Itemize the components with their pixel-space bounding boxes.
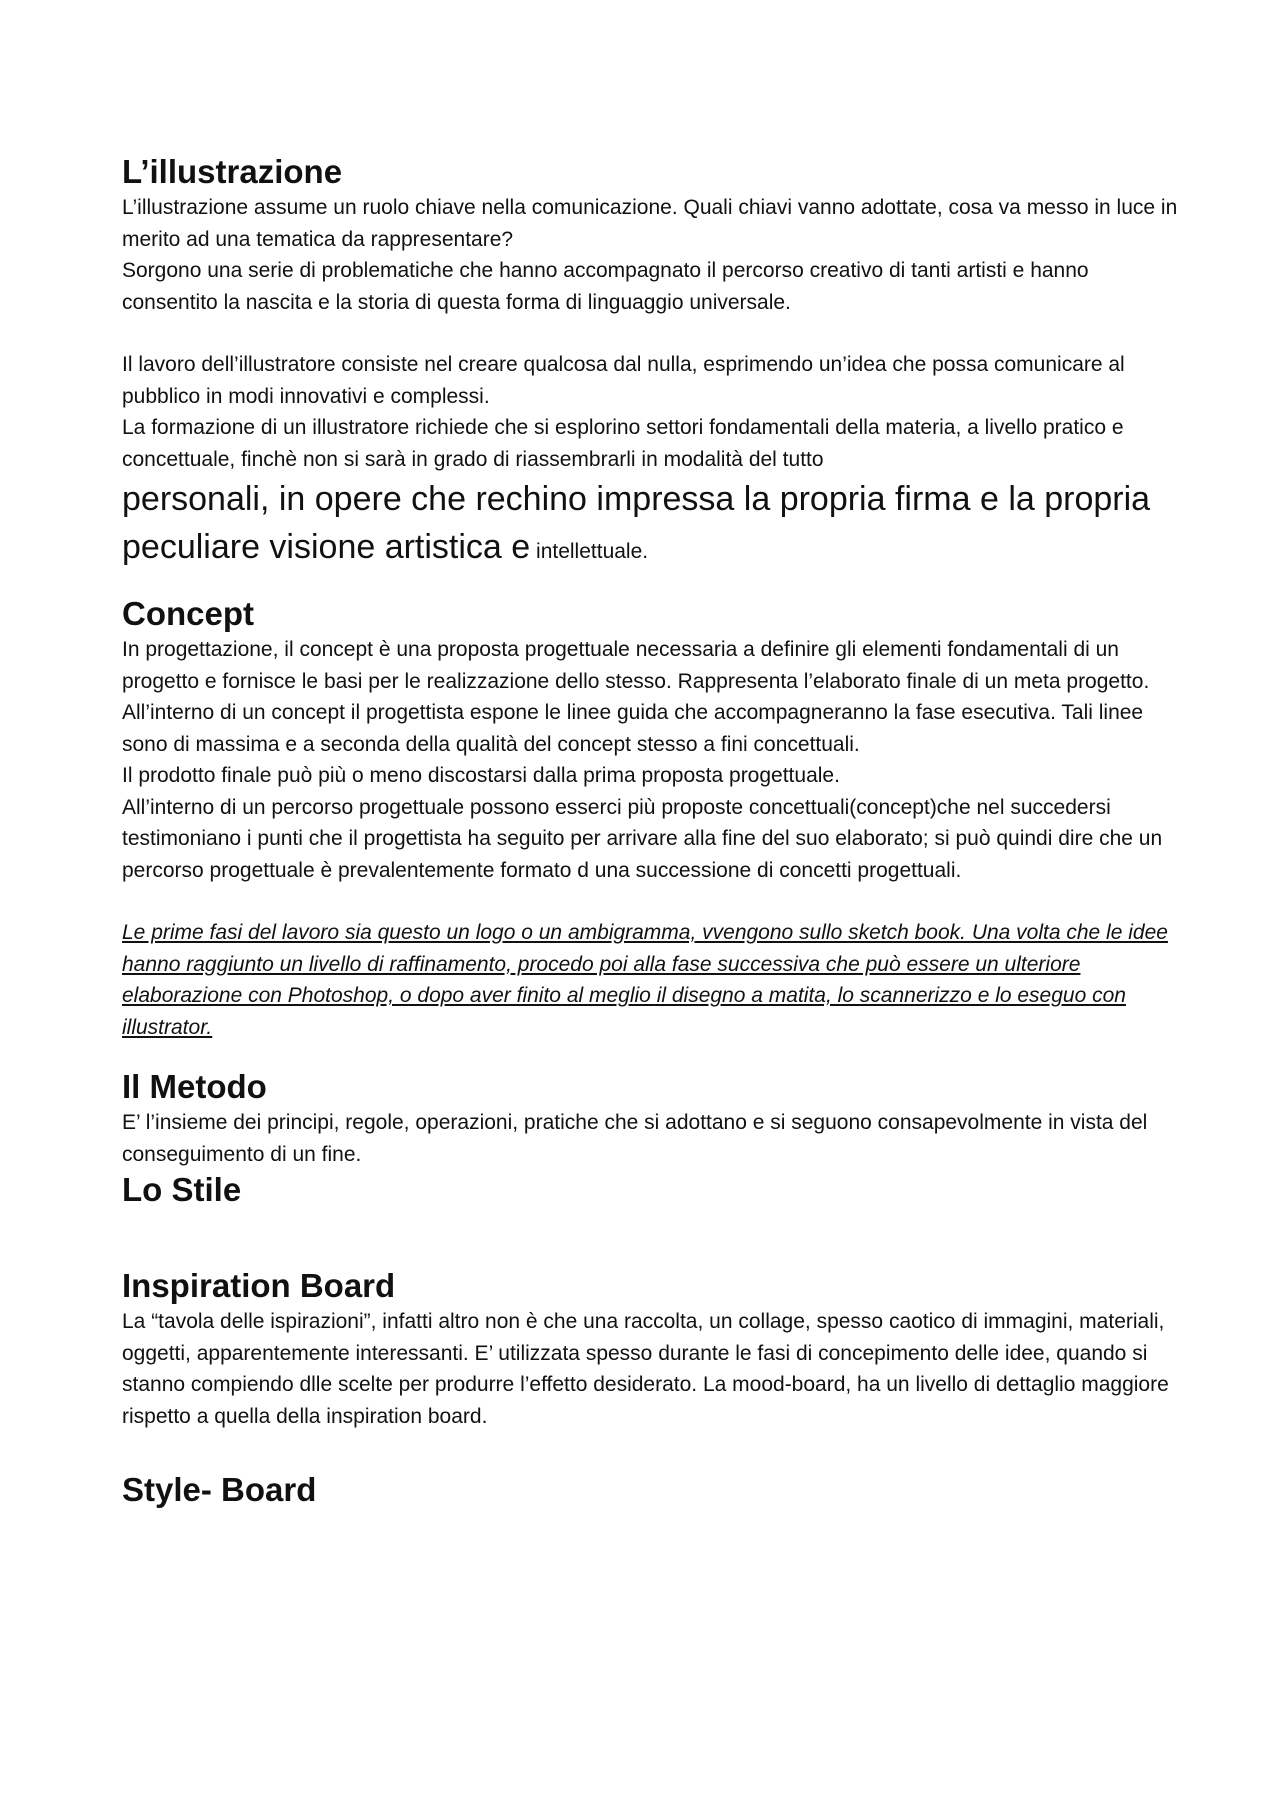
- paragraph: Sorgono una serie di problematiche che hanno accompagnato il percorso creativo di tanti artisti e hanno consentito la nascita e la storia di questa forma di linguaggio universale.: [122, 259, 1089, 314]
- paragraph: E’ l’insieme dei principi, regole, operazioni, pratiche che si adottano e si seguono consapevolmente in vista del conseguimento di un fine.: [122, 1111, 1148, 1166]
- heading-metodo: Il Metodo: [122, 1068, 267, 1105]
- paragraph: La “tavola delle ispirazioni”, infatti altro non è che una raccolta, un collage, spesso caotico di immagini, materiali, oggetti, apparentemente interessanti. E’ utilizzata spesso durante le fasi di concepimento delle idee, quando si stanno compiendo dlle scelte per produrre l’effetto desiderato. La mood-board, ha un livello di dettaglio maggiore rispetto a quella della inspiration board.: [122, 1310, 1169, 1428]
- heading-inspiration-board: Inspiration Board: [122, 1267, 396, 1304]
- paragraph: All’interno di un concept il progettista espone le linee guida che accompagneranno la fase esecutiva. Tali linee sono di massima e a seconda della qualità del concept stesso a fini concettuali.: [122, 701, 1144, 756]
- heading-style-board: Style- Board: [122, 1471, 317, 1508]
- paragraph: In progettazione, il concept è una proposta progettuale necessaria a definire gli elementi fondamentali di un progetto e fornisce le basi per le realizzazione dello stesso. Rappresenta l’elaborato finale di un meta progetto.: [122, 638, 1150, 693]
- spacer: [122, 886, 1182, 917]
- spacer: [122, 318, 1182, 349]
- document-page: [122, 152, 1182, 1510]
- paragraph: L’illustrazione assume un ruolo chiave nella comunicazione. Quali chiavi vanno adottate, cosa va messo in luce in merito ad una tematica da rappresentare?: [122, 196, 1178, 251]
- heading-concept: Concept: [122, 595, 254, 632]
- paragraph: All’interno di un percorso progettuale possono esserci più proposte concettuali(concept)che nel succedersi testimoniano i punti che il progettista ha seguito per arrivare alla fine del suo elaborato; si può quindi dire che un percorso progettuale è prevalentemente formato d una successione di concetti progettuali.: [122, 795, 1163, 882]
- heading-illustrazione: L’illustrazione: [122, 153, 343, 190]
- large-text: personali, in opere che rechino impressa la propria firma e la propria peculiare visione artistica e: [122, 480, 1151, 566]
- paragraph: Il lavoro dell’illustratore consiste nel creare qualcosa dal nulla, esprimendo un’idea che possa comunicare al pubblico in modi innovativi e complessi.: [122, 353, 1125, 408]
- paragraph: La formazione di un illustratore richiede che si esplorino settori fondamentali della materia, a livello pratico e concettuale, finchè non si sarà in grado di riassembrarli in modalità del tutto: [122, 416, 1124, 471]
- note-paragraph: Le prime fasi del lavoro sia questo un logo o un ambigramma, vvengono sullo sketch book. Una volta che le idee hanno raggiunto un livello di raffinamento, procedo poi alla fase successiva che può essere un ulteriore elaborazione con Photoshop, o dopo aver finito al meglio il disegno a matita, lo scannerizzo e lo eseguo con illustrator.: [122, 921, 1168, 1039]
- paragraph-large: [122, 475, 1182, 576]
- heading-stile: Lo Stile: [122, 1171, 242, 1208]
- small-text: intellettuale.: [530, 540, 649, 563]
- paragraph: Il prodotto finale può più o meno discostarsi dalla prima proposta progettuale.: [122, 764, 840, 787]
